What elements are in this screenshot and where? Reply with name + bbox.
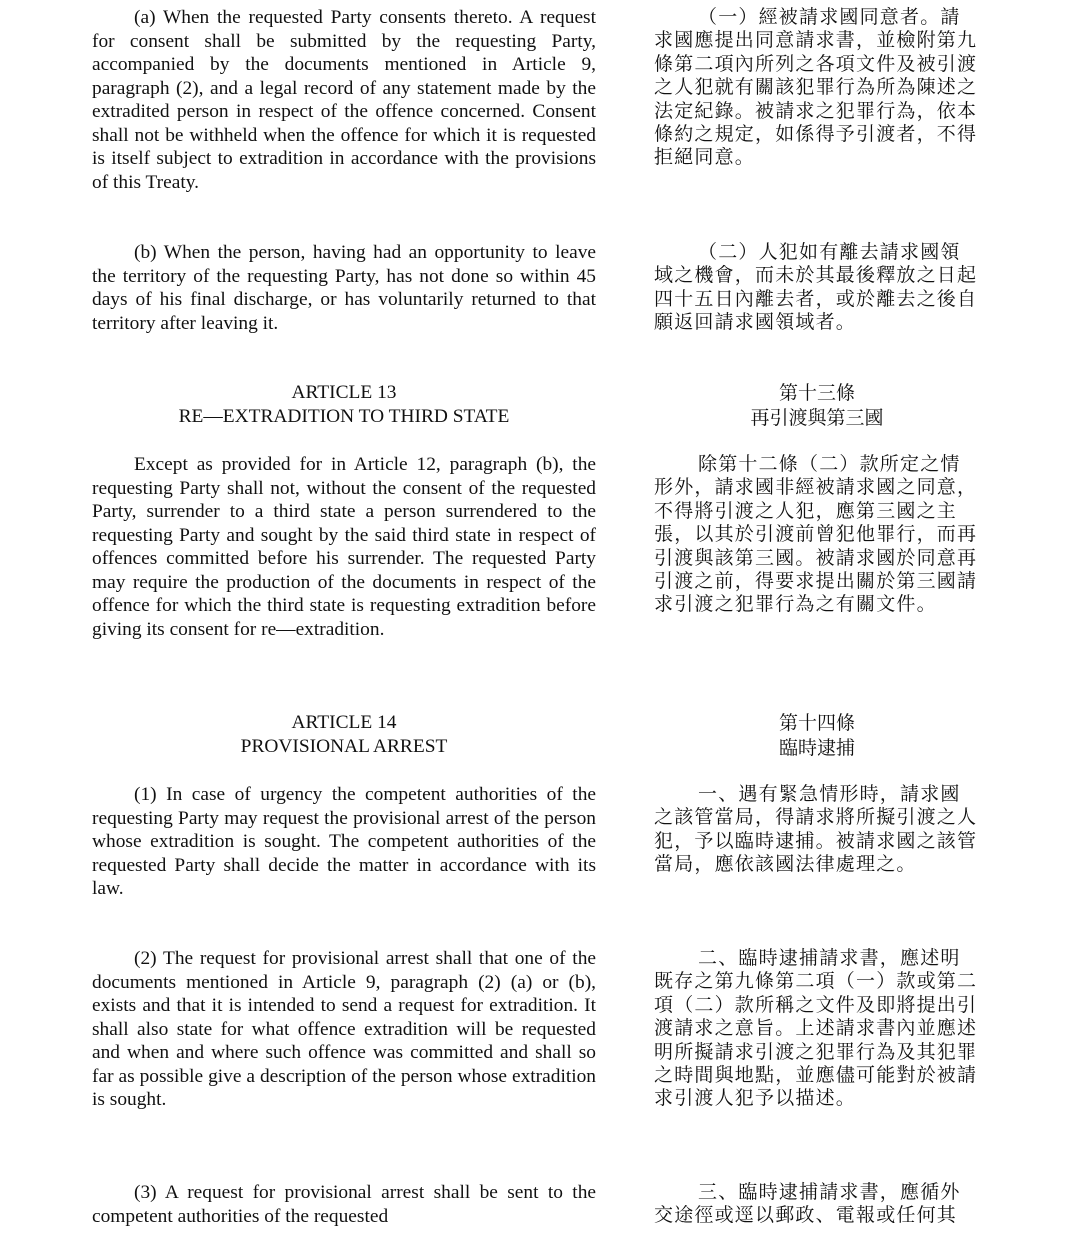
article13-number-zh: 第十三條 bbox=[778, 382, 855, 404]
article14-para-2-zh: 二、臨時逮捕請求書，應述明既存之第九條第二項（一）款或第二項（二）款所稱之文件及即將提出引渡請求之意旨。上述請求書內並應述明所擬請求引渡之犯罪行為及其犯罪之時間與地點，並應儘可能對於被請求引渡人犯予以描述。 bbox=[654, 947, 978, 1110]
article14-title-zh: 臨時逮捕 bbox=[778, 737, 855, 759]
article13-title-en: RE—EXTRADITION TO THIRD STATE bbox=[178, 406, 510, 427]
article13-number-en: ARTICLE 13 bbox=[291, 382, 397, 403]
article14-heading-zh bbox=[654, 711, 980, 761]
article14-number-en: ARTICLE 14 bbox=[291, 712, 397, 733]
article14-para-3-en: (3) A request for provisional arrest shall be sent to the competent authorities of the requested bbox=[92, 1182, 596, 1227]
article14-heading-en bbox=[92, 711, 596, 759]
article13-heading-en bbox=[92, 381, 596, 429]
article14-para-3-zh: 三、臨時逮捕請求書，應循外交途徑或逕以郵政、電報或任何其 bbox=[654, 1181, 961, 1227]
article12-para-a-en: (a) When the requested Party consents thereto. A request for consent shall be submitted by the requesting Party, accompanied by the documents mentioned in Article 9, paragraph (2), and a legal record of any statement made by the extradited person in respect of the offence concerned. Consent shall not be withheld when the offence for which it is requested is itself subject to extradition in accordance with the provisions of this Treaty. bbox=[92, 7, 596, 193]
article13-heading-zh bbox=[654, 381, 980, 431]
article14-para-1-zh: 一、遇有緊急情形時，請求國之該管當局，得請求將所擬引渡之人犯，予以臨時逮捕。被請求國之該管當局，應依該國法律處理之。 bbox=[654, 783, 978, 876]
article12-para-b-zh: （二）人犯如有離去請求國領域之機會，而未於其最後釋放之日起四十五日內離去者，或於離去之後自願返回請求國領域者。 bbox=[654, 241, 978, 334]
article14-title-en: PROVISIONAL ARREST bbox=[240, 736, 448, 757]
article14-number-zh: 第十四條 bbox=[778, 712, 855, 734]
article12-para-a-zh: （一）經被請求國同意者。請求國應提出同意請求書，並檢附第九條第二項內所列之各項文件及被引渡之人犯就有關該犯罪行為所為陳述之法定紀錄。被請求之犯罪行為，依本條約之規定，如係得予引渡者，不得拒絕同意。 bbox=[654, 6, 978, 169]
article14-para-2-en: (2) The request for provisional arrest shall that one of the documents mentioned in Article 9, paragraph (2) (a) or (b), exists and that it is intended to send a request for extradition. It shall also state for what offence extradition will be requested and when and where such offence was committed and shall so far as possible give a description of the person whose extradition is sought. bbox=[92, 948, 596, 1110]
article13-body-en: Except as provided for in Article 12, paragraph (b), the requesting Party shall not, without the consent of the requested Party, surrender to a third state a person surrendered to the requesting Party and sought by the said third state in respect of offences committed before his surrender. The requested Party may require the production of the documents in respect of the offence for which the third state is requesting extradition before giving its consent for re—extradition. bbox=[92, 454, 596, 640]
article13-body-zh: 除第十二條（二）款所定之情形外，請求國非經被請求國之同意，不得將引渡之人犯，應第三國之主張，以其於引渡前曾犯他罪行，而再引渡與該第三國。被請求國於同意再引渡之前，得要求提出關於第三國請求引渡之犯罪行為之有關文件。 bbox=[654, 453, 978, 616]
article14-para-1-en: (1) In case of urgency the competent authorities of the requesting Party may request the provisional arrest of the person whose extradition is sought. The competent authorities of the requested Party shall decide the matter in accordance with its law. bbox=[92, 784, 596, 899]
article13-title-zh: 再引渡與第三國 bbox=[750, 407, 884, 429]
article12-para-b-en: (b) When the person, having had an opportunity to leave the territory of the requesting Party, has not done so within 45 days of his final discharge, or has voluntarily returned to that territory after leaving it. bbox=[92, 242, 596, 334]
